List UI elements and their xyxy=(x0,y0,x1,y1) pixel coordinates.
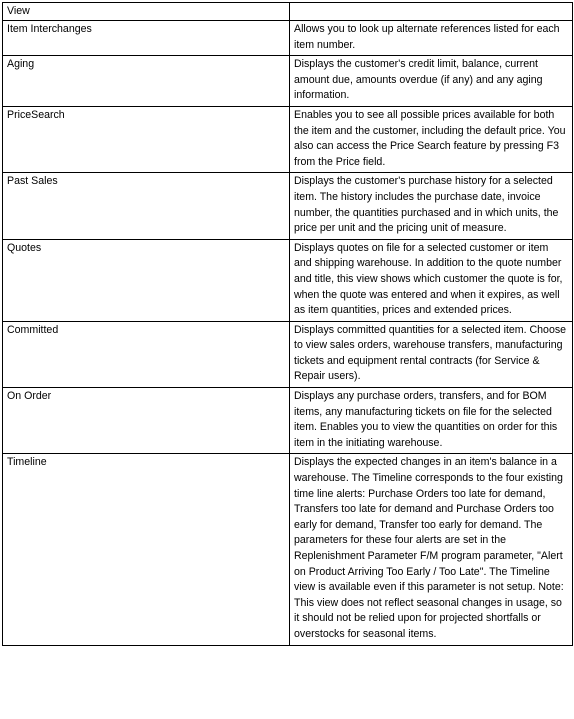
table-row xyxy=(3,321,573,387)
view-name-cell: Committed xyxy=(3,321,290,387)
header-row xyxy=(3,3,573,21)
view-description-cell: Displays the customer's credit limit, balance, current amount due, amounts overdue (if any) and any aging information. xyxy=(290,56,573,107)
header-cell-view: View xyxy=(3,3,290,21)
table-row xyxy=(3,56,573,107)
view-name-cell: PriceSearch xyxy=(3,106,290,172)
view-description-cell: Enables you to see all possible prices available for both the item and the customer, including the default price. You also can access the Price Search feature by pressing F3 from the Price field. xyxy=(290,106,573,172)
view-description-cell: Displays committed quantities for a selected item. Choose to view sales orders, warehouse transfers, manufacturing tickets and equipment rental contracts (for Service & Repair users). xyxy=(290,321,573,387)
view-description-cell: Displays any purchase orders, transfers, and for BOM items, any manufacturing tickets on file for the selected item. Enables you to view the quantities on order for this item in the initiating warehouse. xyxy=(290,388,573,454)
view-name-cell: Aging xyxy=(3,56,290,107)
table-row xyxy=(3,239,573,321)
view-description-cell: Allows you to look up alternate references listed for each item number. xyxy=(290,21,573,56)
table-row xyxy=(3,454,573,645)
table-row xyxy=(3,106,573,172)
view-description-cell: Displays the expected changes in an item's balance in a warehouse. The Timeline corresponds to the four existing time line alerts: Purchase Orders too late for demand, Transfers too late for demand and Purchase Orders too early for demand, Transfer too early for demand. The parameters for these four alerts are set in the Replenishment Parameter F/M program parameter, "Alert on Product Arriving Too Early / Too Late". The Timeline view is available even if this parameter is not setup. Note: This view does not reflect seasonal changes in usage, so it should not be relied upon for projected shortfalls or overstocks for seasonal items. xyxy=(290,454,573,645)
views-table xyxy=(2,2,573,646)
view-name-cell: On Order xyxy=(3,388,290,454)
view-description-cell: Displays the customer's purchase history for a selected item. The history includes the purchase date, invoice number, the quantities purchased and in which units, the price per unit and the pricing unit of measure. xyxy=(290,173,573,239)
view-name-cell: Timeline xyxy=(3,454,290,645)
view-name-cell: Quotes xyxy=(3,239,290,321)
table-row xyxy=(3,173,573,239)
table-row xyxy=(3,388,573,454)
view-name-cell: Item Interchanges xyxy=(3,21,290,56)
view-description-cell: Displays quotes on file for a selected customer or item and shipping warehouse. In addition to the quote number and title, this view shows which customer the quote is for, when the quote was entered and when it expires, as well as item quantities, prices and extended prices. xyxy=(290,239,573,321)
view-name-cell: Past Sales xyxy=(3,173,290,239)
table-row xyxy=(3,21,573,56)
header-cell-empty xyxy=(290,3,573,21)
